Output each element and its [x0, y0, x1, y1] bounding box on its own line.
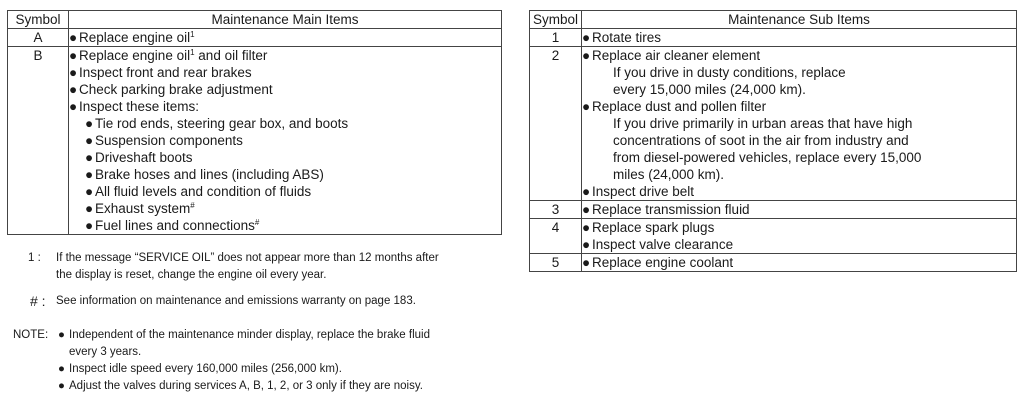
footnote-text-line: the display is reset, change the engine oil every year. — [56, 269, 327, 281]
item-text: If you drive primarily in urban areas that have high — [613, 116, 913, 131]
item-text: Driveshaft boots — [95, 150, 193, 165]
list-item — [582, 47, 1016, 64]
note-text-line: Inspect idle speed every 160,000 miles (256,000 km). — [69, 363, 342, 375]
items-cell — [69, 47, 502, 235]
item-note-line — [582, 115, 1016, 132]
bullet-icon: ● — [582, 48, 591, 63]
item-note-line — [582, 64, 1016, 81]
symbol-cell: B — [8, 47, 69, 235]
bullet-icon: ● — [582, 255, 591, 270]
list-item — [69, 98, 501, 115]
main-items-table — [7, 10, 502, 235]
item-text: Brake hoses and lines (including ABS) — [95, 167, 324, 182]
bullet-icon: ● — [85, 218, 94, 233]
bullet-icon: ● — [85, 116, 94, 131]
symbol-cell: 1 — [530, 29, 582, 47]
footnote-marker: 1 : — [28, 252, 41, 264]
item-text: miles (24,000 km). — [613, 167, 725, 182]
footnote-reference: 1 — [190, 30, 195, 39]
footnote-marker: # : — [30, 293, 46, 309]
bullet-icon: ● — [582, 184, 591, 199]
item-text: Suspension components — [95, 133, 243, 148]
item-note-line — [582, 149, 1016, 166]
table-row — [8, 29, 502, 47]
bullet-icon: ● — [582, 30, 591, 45]
list-item — [582, 219, 1016, 236]
table-header-row — [8, 11, 502, 29]
bullet-icon: ● — [69, 99, 78, 114]
footnote-reference: # — [254, 218, 260, 227]
list-item — [582, 98, 1016, 115]
bullet-icon: ● — [58, 380, 65, 392]
list-item — [582, 201, 1016, 218]
item-text: Replace transmission fluid — [592, 202, 750, 217]
items-cell — [69, 29, 502, 47]
note-item — [55, 327, 510, 361]
list-item — [582, 236, 1016, 253]
symbol-cell: 4 — [530, 219, 582, 254]
bullet-icon: ● — [85, 184, 94, 199]
item-text: Check parking brake adjustment — [79, 82, 273, 97]
bullet-icon: ● — [582, 99, 591, 114]
list-item — [69, 200, 501, 217]
bullet-icon: ● — [69, 82, 78, 97]
item-text: Replace dust and pollen filter — [592, 99, 767, 114]
note-label: NOTE: — [13, 329, 49, 341]
item-text-continued: and oil filter — [194, 48, 268, 63]
symbol-cell: 3 — [530, 201, 582, 219]
item-text: Replace engine oil — [79, 48, 191, 63]
list-item — [69, 47, 501, 64]
list-item — [69, 166, 501, 183]
item-text: Inspect drive belt — [592, 184, 695, 199]
items-cell — [582, 47, 1017, 201]
item-note-line — [582, 166, 1016, 183]
item-text: Inspect front and rear brakes — [79, 65, 252, 80]
item-text: Replace spark plugs — [592, 220, 715, 235]
table-row — [530, 201, 1017, 219]
item-text: every 15,000 miles (24,000 km). — [613, 82, 806, 97]
item-text: Inspect valve clearance — [592, 237, 734, 252]
symbol-cell: 5 — [530, 254, 582, 272]
bullet-icon: ● — [69, 30, 78, 45]
items-cell — [582, 201, 1017, 219]
table-header-row — [530, 11, 1017, 29]
footnote-text-line: If the message “SERVICE OIL” does not appear more than 12 months after — [56, 252, 439, 264]
table-row — [530, 254, 1017, 272]
note-text-line: Independent of the maintenance minder display, replace the brake fluid — [69, 329, 430, 341]
list-item — [69, 217, 501, 234]
items-cell — [582, 219, 1017, 254]
note-item — [55, 361, 510, 378]
item-text: Inspect these items: — [79, 99, 200, 114]
item-text: Replace engine coolant — [592, 255, 734, 270]
list-item — [582, 29, 1016, 46]
bullet-icon: ● — [85, 133, 94, 148]
items-column-header: Maintenance Sub Items — [582, 11, 1017, 29]
item-text: Fuel lines and connections — [95, 218, 255, 233]
item-text: Replace air cleaner element — [592, 48, 761, 63]
note-text-line: every 3 years. — [69, 346, 142, 358]
bullet-icon: ● — [58, 363, 65, 375]
footnote-1 — [0, 250, 510, 284]
symbol-cell: A — [8, 29, 69, 47]
table-row — [530, 29, 1017, 47]
symbol-column-header: Symbol — [530, 11, 582, 29]
bullet-icon: ● — [85, 201, 94, 216]
table-row — [530, 47, 1017, 201]
bullet-icon: ● — [85, 167, 94, 182]
bullet-icon: ● — [582, 202, 591, 217]
list-item — [69, 64, 501, 81]
bullet-icon: ● — [85, 150, 94, 165]
list-item — [69, 115, 501, 132]
items-cell — [582, 29, 1017, 47]
table-row — [530, 219, 1017, 254]
bullet-icon: ● — [582, 237, 591, 252]
bullet-icon: ● — [69, 65, 78, 80]
notes-section — [0, 250, 510, 395]
item-text: All fluid levels and condition of fluids — [95, 184, 312, 199]
list-item — [582, 183, 1016, 200]
items-cell — [582, 254, 1017, 272]
item-text: concentrations of soot in the air from industry and — [613, 133, 909, 148]
item-text: Exhaust system — [95, 201, 191, 216]
sub-items-table — [529, 10, 1017, 272]
item-text: Replace engine oil — [79, 30, 191, 45]
bullet-icon: ● — [69, 48, 78, 63]
bullet-icon: ● — [582, 220, 591, 235]
footnote-text-line: See information on maintenance and emissions warranty on page 183. — [56, 295, 416, 307]
table-row — [8, 47, 502, 235]
list-item — [69, 149, 501, 166]
list-item — [69, 183, 501, 200]
symbol-column-header: Symbol — [8, 11, 69, 29]
item-note-line — [582, 132, 1016, 149]
item-text: Tie rod ends, steering gear box, and boots — [95, 116, 349, 131]
symbol-cell: 2 — [530, 47, 582, 201]
footnote-reference: 1 — [190, 48, 195, 57]
item-text: Rotate tires — [592, 30, 662, 45]
item-note-line — [582, 81, 1016, 98]
item-text: If you drive in dusty conditions, replace — [613, 65, 846, 80]
note-block — [0, 327, 510, 395]
note-item — [55, 378, 510, 395]
list-item — [69, 29, 501, 46]
footnote-hash — [0, 293, 510, 310]
items-column-header: Maintenance Main Items — [69, 11, 502, 29]
list-item — [582, 254, 1016, 271]
bullet-icon: ● — [58, 329, 65, 341]
item-text: from diesel-powered vehicles, replace every 15,000 — [613, 150, 922, 165]
list-item — [69, 132, 501, 149]
note-text-line: Adjust the valves during services A, B, 1, 2, or 3 only if they are noisy. — [69, 380, 423, 392]
footnote-reference: # — [190, 201, 195, 210]
list-item — [69, 81, 501, 98]
